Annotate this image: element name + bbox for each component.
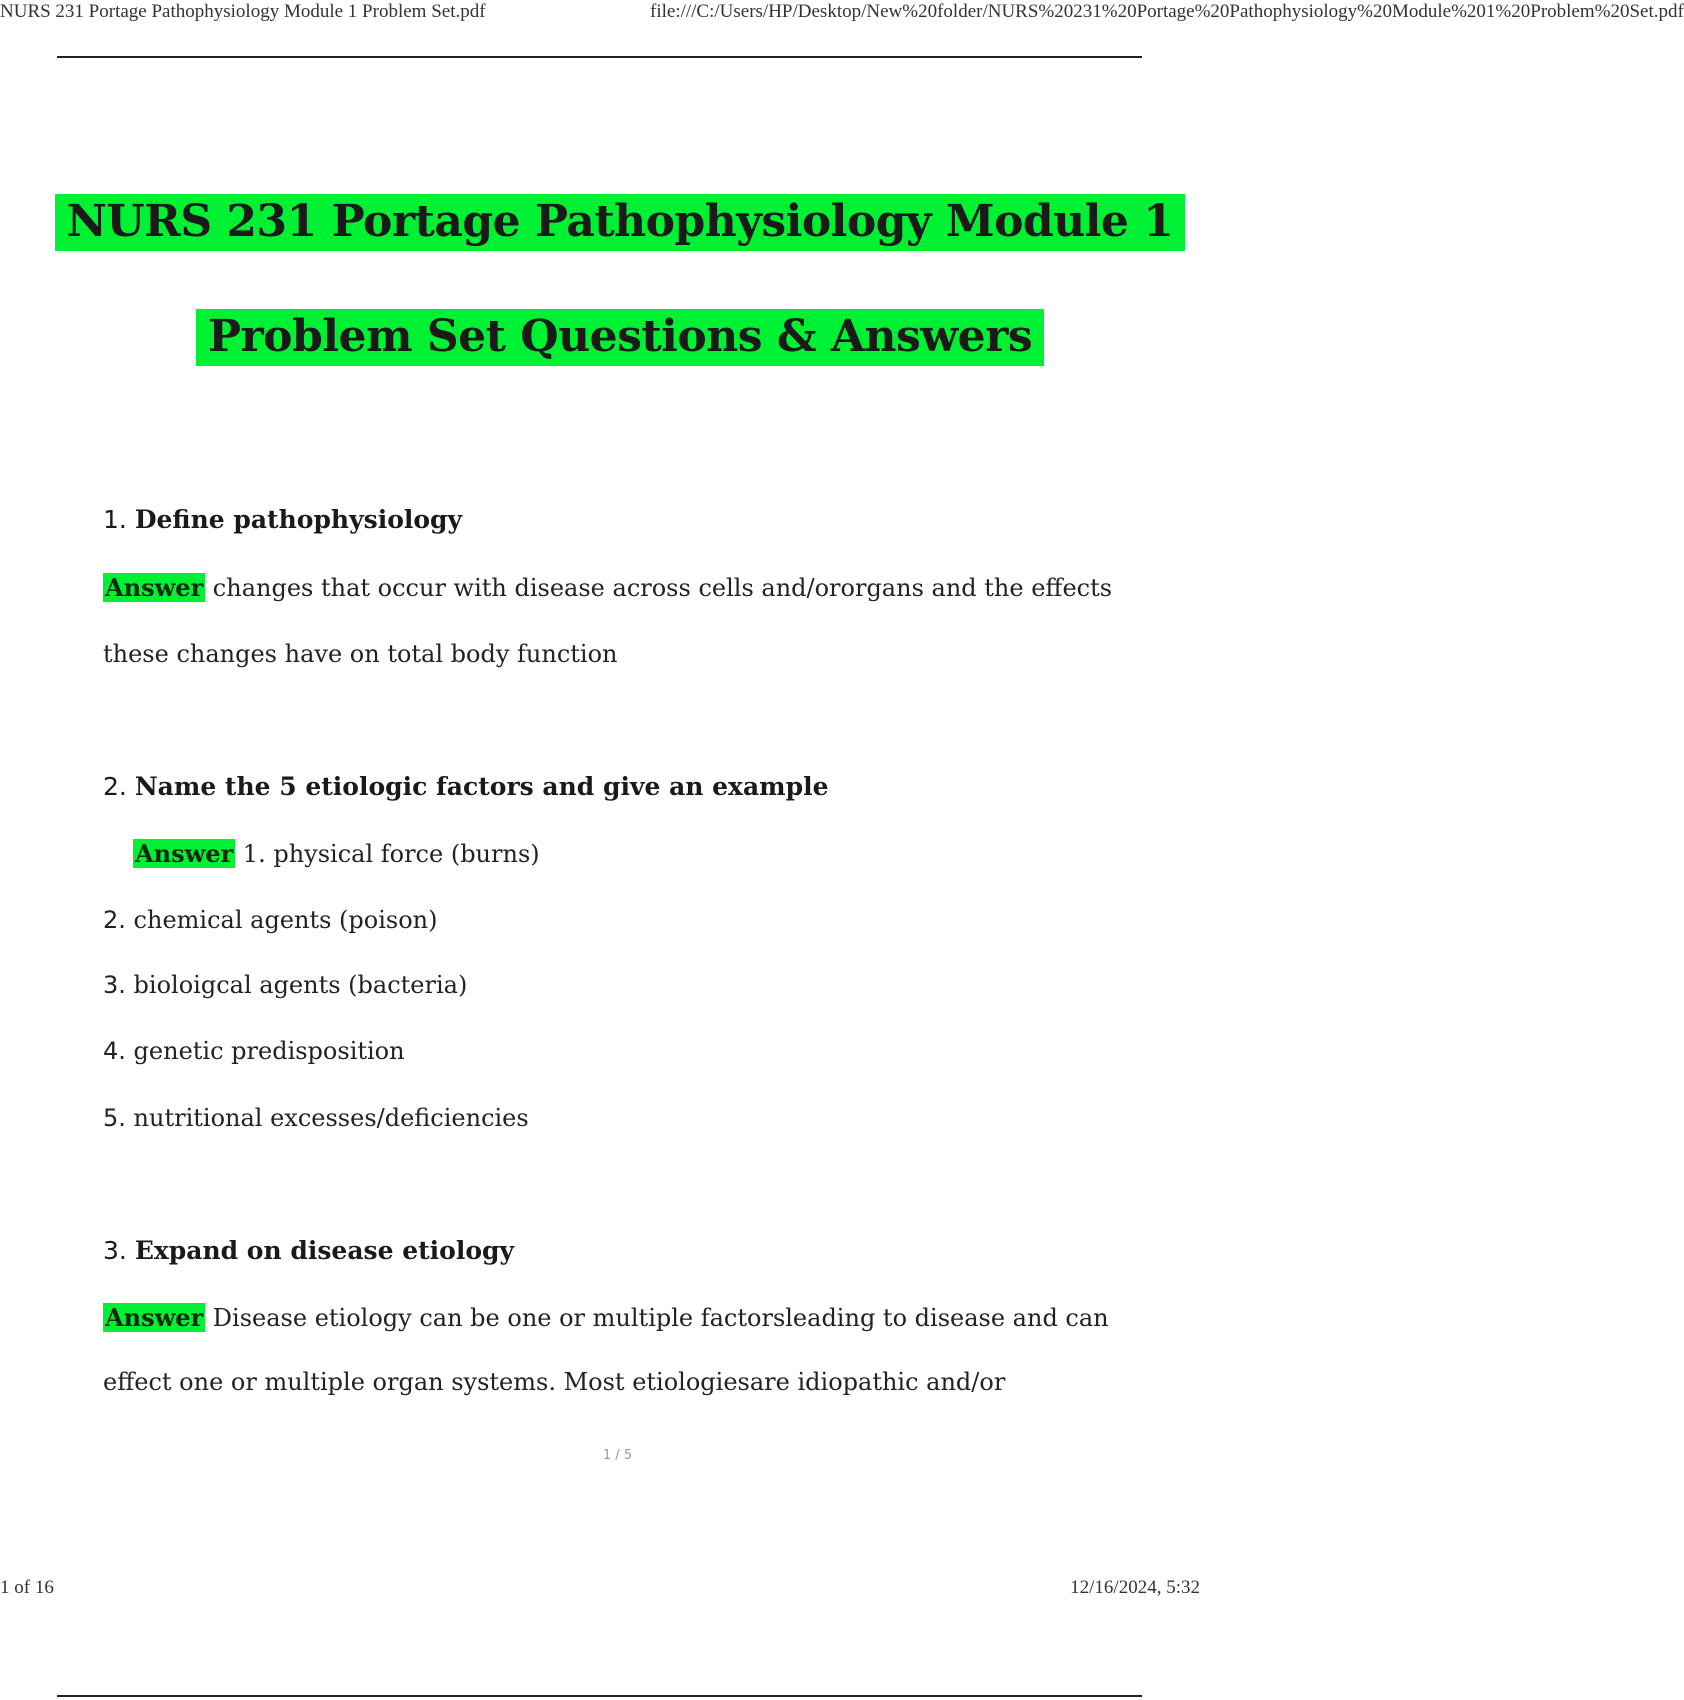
- question-1: [103, 505, 462, 534]
- answer-1-line-1: [103, 573, 1112, 602]
- question-number: 3.: [103, 1236, 127, 1265]
- question-text: Name the 5 etiologic factors and give an example: [134, 772, 829, 801]
- question-text: Expand on disease etiology: [134, 1236, 515, 1265]
- list-item-number: 4.: [103, 1037, 126, 1065]
- answer-text: 1. physical force (burns): [242, 840, 540, 868]
- answer-label: Answer: [105, 573, 204, 602]
- list-item: [103, 906, 438, 934]
- title-highlight: NURS 231 Portage Pathophysiology Module 1: [55, 194, 1186, 251]
- print-footer-datetime: 12/16/2024, 5:32: [1070, 1577, 1200, 1598]
- document-title-line-2: [0, 311, 1240, 362]
- print-footer: [0, 1577, 1200, 1603]
- print-header-url: file:///C:/Users/HP/Desktop/New%20folder/NURS%20231%20Portage%20Pathophysiology%20Module%201%20Problem%20Set.pdf: [650, 1, 1684, 22]
- list-item-number: 5.: [103, 1104, 126, 1132]
- answer-2-line-1: [133, 839, 540, 868]
- print-footer-page: 1 of 16: [0, 1577, 54, 1598]
- answer-3-line-2: effect one or multiple organ systems. Most etiologiesare idiopathic and/or: [103, 1368, 1006, 1396]
- print-header-title: NURS 231 Portage Pathophysiology Module 1 Problem Set.pdf: [0, 1, 486, 22]
- list-item-text: bioloigcal agents (bacteria): [133, 971, 468, 999]
- list-item: [103, 971, 467, 999]
- list-item-number: 3.: [103, 971, 126, 999]
- list-item-text: chemical agents (poison): [133, 906, 438, 934]
- question-2: [103, 772, 829, 801]
- question-number: 1.: [103, 505, 127, 534]
- answer-label: Answer: [105, 1303, 204, 1332]
- print-header: [0, 0, 1684, 26]
- footer-rule: [57, 1695, 1142, 1697]
- answer-3-line-1: [103, 1303, 1109, 1332]
- question-number: 2.: [103, 772, 127, 801]
- document-title-line-1: [0, 196, 1240, 247]
- answer-label: Answer: [135, 839, 234, 868]
- list-item: [103, 1037, 405, 1065]
- answer-1-line-2: these changes have on total body function: [103, 640, 618, 668]
- title-highlight: Problem Set Questions & Answers: [196, 309, 1044, 366]
- list-item-number: 2.: [103, 906, 126, 934]
- header-rule: [57, 56, 1142, 58]
- question-3: [103, 1236, 514, 1265]
- list-item-text: nutritional excesses/deficiencies: [133, 1104, 529, 1132]
- answer-text: Disease etiology can be one or multiple factorsleading to disease and can: [212, 1304, 1109, 1332]
- question-text: Define pathophysiology: [134, 505, 463, 534]
- answer-text: changes that occur with disease across cells and/ororgans and the effects: [212, 574, 1113, 602]
- list-item: [103, 1104, 529, 1132]
- list-item-text: genetic predisposition: [133, 1037, 405, 1065]
- page-indicator: 1 / 5: [602, 1448, 633, 1463]
